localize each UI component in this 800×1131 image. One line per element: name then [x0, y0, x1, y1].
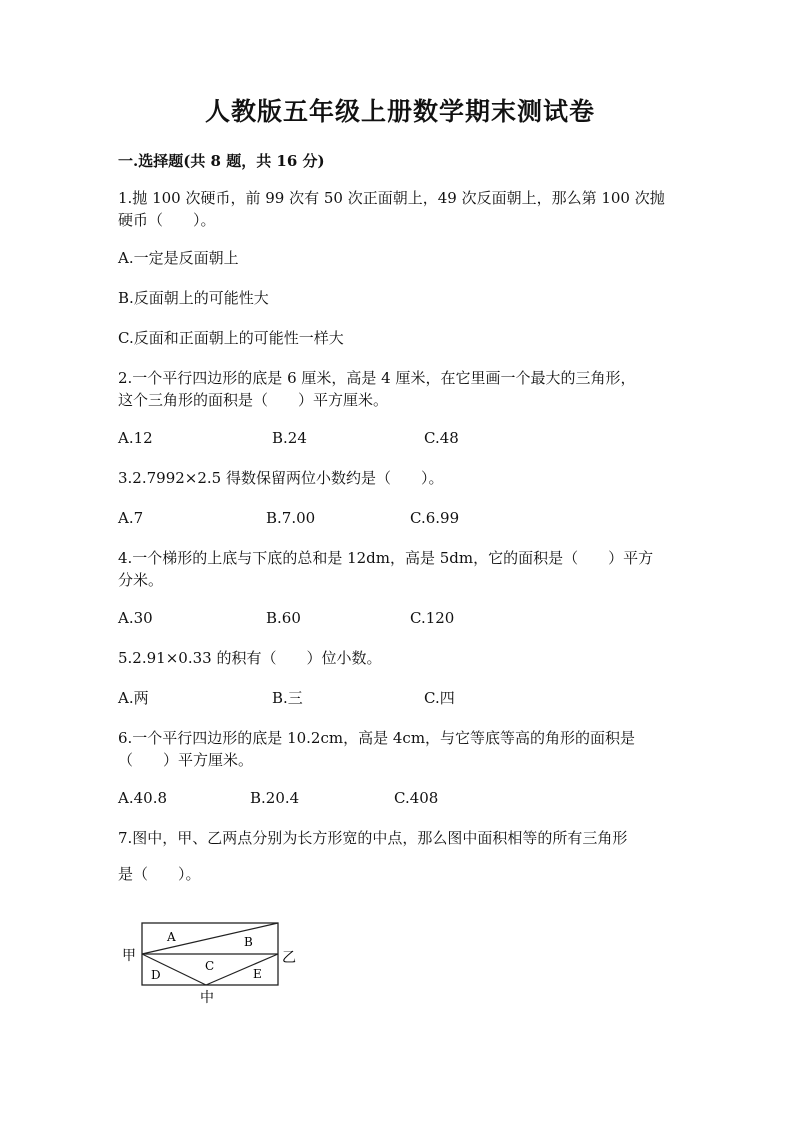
question-3-option-a: A.7 [118, 509, 144, 527]
question-4-line-1: 4.一个梯形的上底与下底的总和是 12dm，高是 5dm，它的面积是（ ）平方 [118, 549, 654, 567]
question-7-line-2: 是（ ）。 [118, 865, 201, 883]
question-7-line-1: 7.图中，甲、乙两点分别为长方形宽的中点，那么图中面积相等的所有三角形 [118, 829, 628, 847]
question-3-option-b: B.7.00 [266, 509, 316, 527]
question-2-line-1: 2.一个平行四边形的底是 6 厘米，高是 4 厘米，在它里画一个最大的三角形， [118, 369, 636, 387]
question-1-line-1: 1.抛 100 次硬币，前 99 次有 50 次正面朝上，49 次反面朝上，那么第 100 次抛 [118, 189, 665, 207]
question-4-line-2: 分米。 [118, 571, 164, 589]
question-4-option-b: B.60 [266, 609, 301, 627]
question-5-line-1: 5.2.91×0.33 的积有（ ）位小数。 [118, 649, 382, 667]
question-1-line-2: 硬币（ ）。 [118, 211, 216, 229]
page-title: 人教版五年级上册数学期末测试卷 [204, 97, 595, 126]
question-2-option-a: A.12 [118, 429, 153, 447]
question-6-option-b: B.20.4 [250, 789, 300, 807]
question-5-option-b: B.三 [272, 689, 303, 707]
question-1-option-a: A.一定是反面朝上 [118, 249, 239, 267]
question-5-option-a: A.两 [118, 689, 149, 707]
question-6-line-1: 6.一个平行四边形的底是 10.2cm，高是 4cm，与它等底等高的角形的面积是 [118, 729, 636, 747]
region-label-b: B [244, 935, 253, 949]
rectangle-triangle-figure [118, 912, 318, 1016]
question-3-line-1: 3.2.7992×2.5 得数保留两位小数约是（ ）。 [118, 469, 444, 487]
right-slant-line [206, 954, 278, 985]
question-6-line-2: （ ）平方厘米。 [118, 751, 254, 769]
region-label-a: A [167, 930, 176, 944]
region-label-e: E [253, 967, 262, 981]
question-6-option-a: A.40.8 [118, 789, 167, 807]
question-1-option-b: B.反面朝上的可能性大 [118, 289, 269, 307]
question-4-option-c: C.120 [410, 609, 455, 627]
section-heading: 一.选择题(共 8 题，共 16 分) [118, 152, 325, 170]
question-4-option-a: A.30 [118, 609, 153, 627]
point-label-yi: 乙 [282, 950, 296, 966]
figure-svg [118, 912, 318, 1012]
question-6-option-c: C.408 [394, 789, 439, 807]
point-label-jia: 甲 [122, 948, 136, 964]
question-3-option-c: C.6.99 [410, 509, 460, 527]
region-label-c: C [205, 959, 215, 973]
region-label-d: D [151, 968, 161, 982]
point-label-zhong: 中 [200, 990, 214, 1006]
question-2-line-2: 这个三角形的面积是（ ）平方厘米。 [118, 391, 389, 409]
question-1-option-c: C.反面和正面朝上的可能性一样大 [118, 329, 344, 347]
question-2-option-c: C.48 [424, 429, 459, 447]
question-2-option-b: B.24 [272, 429, 307, 447]
diagonal-line [142, 923, 278, 954]
question-5-option-c: C.四 [424, 689, 455, 707]
